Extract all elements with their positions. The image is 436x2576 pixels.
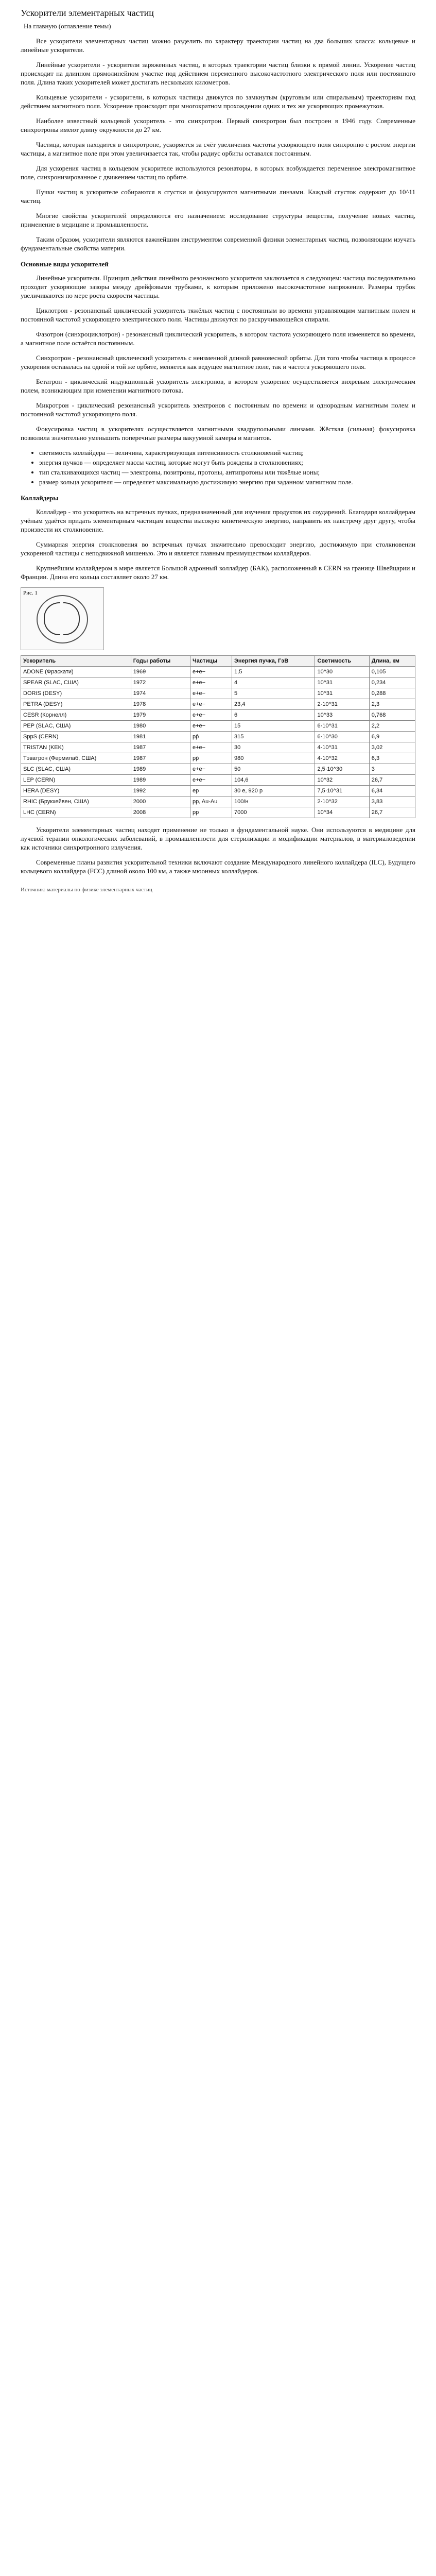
table-cell: PETRA (DESY) [21, 699, 131, 710]
intro-paragraph: Все ускорители элементарных частиц можно разделить по характеру траектории частиц на два больших класса: кольцевые и линейные ускорители. [21, 37, 415, 54]
section-heading: Основные виды ускорителей [21, 260, 109, 268]
accelerators-table [21, 655, 415, 818]
table-cell: pp [190, 807, 232, 818]
table-cell: 4·10^31 [315, 742, 369, 753]
table-cell: 1989 [131, 775, 190, 786]
table-row [21, 721, 415, 732]
table-row [21, 699, 415, 710]
column-header: Частицы [190, 656, 232, 667]
page [0, 0, 436, 916]
closing-paragraph: Современные планы развития ускорительной техники включают создание Международного линейного коллайдера (ILC), Будущего кольцевого коллайдера (FCC) длиной около 100 км, а также мюонных коллайдеров. [21, 858, 415, 875]
table-cell: e+e− [190, 667, 232, 677]
table-cell: 2000 [131, 796, 190, 807]
table-cell: 26,7 [369, 807, 415, 818]
cyclotron-figure [21, 587, 104, 650]
table-cell: e+e− [190, 775, 232, 786]
table-cell: SPEAR (SLAC, США) [21, 677, 131, 688]
intro-paragraph: Пучки частиц в ускорителе собираются в сгустки и фокусируются магнитными линзами. Каждый сгусток содержит до 10^11 частиц. [21, 188, 415, 205]
table-cell: 2·10^31 [315, 699, 369, 710]
table-cell: 1980 [131, 721, 190, 732]
home-link[interactable]: На главную (оглавление темы) [24, 22, 111, 30]
intro-paragraph: Для ускорения частиц в кольцевом ускорителе используются резонаторы, в которых возбуждается переменное электромагнитное поле, синхронизированное с движением частиц по орбите. [21, 164, 415, 181]
intro [21, 37, 415, 252]
table-cell: 6,34 [369, 786, 415, 796]
table-cell: 4 [232, 677, 315, 688]
table-row [21, 775, 415, 786]
table-cell: 2,3 [369, 699, 415, 710]
table-cell: e+e− [190, 699, 232, 710]
table-row [21, 677, 415, 688]
list-item: • светимость коллайдера — величина, характеризующая интенсивность столкновений частиц; [39, 448, 415, 457]
table-cell: 1981 [131, 732, 190, 742]
breadcrumb [24, 22, 415, 30]
table-cell: HERA (DESY) [21, 786, 131, 796]
table-cell: 23,4 [232, 699, 315, 710]
table-cell: LEP (CERN) [21, 775, 131, 786]
intro-paragraph: Линейные ускорители - ускорители заряженных частиц, в которых траектории частиц близки к прямой линии. Ускорение частиц происходит на длинном прямолинейном участке под действием переменного высокочастотного электрического поля или постоянного поля. Длина таких ускорителей может достигать нескольких километров. [21, 61, 415, 86]
figure-caption: Рис. 1 [23, 590, 38, 596]
table-cell: 30 e, 920 p [232, 786, 315, 796]
table-row [21, 667, 415, 677]
table-header-row [21, 656, 415, 667]
closing-paragraph: Ускорители элементарных частиц находят применение не только в фундаментальной науке. Они используются в медицине для лучевой терапии онкологических заболеваний, в промышленности для стерилизации и модификации материалов, в материаловедении как источники синхротронного излучения. [21, 826, 415, 851]
list-item: • размер кольца ускорителя — определяет максимальную достижимую энергию при заданном магнитном поле. [39, 478, 415, 486]
table-cell: 6,9 [369, 732, 415, 742]
table-cell: 100/н [232, 796, 315, 807]
table-cell: 1974 [131, 688, 190, 699]
table-cell: 0,768 [369, 710, 415, 721]
table-cell: 0,105 [369, 667, 415, 677]
table-row [21, 786, 415, 796]
table-row [21, 807, 415, 818]
table-cell: 5 [232, 688, 315, 699]
column-header: Энергия пучка, ГэВ [232, 656, 315, 667]
table-cell: e+e− [190, 742, 232, 753]
table-cell: 15 [232, 721, 315, 732]
table-cell: SLC (SLAC, США) [21, 764, 131, 775]
intro-paragraph: Многие свойства ускорителей определяются его назначением: исследование структуры вещества, получение новых частиц, применение в медицине и промышленности. [21, 212, 415, 228]
table-cell: 1978 [131, 699, 190, 710]
table-cell: 2008 [131, 807, 190, 818]
table-cell: 6·10^30 [315, 732, 369, 742]
section-colliders [21, 494, 415, 581]
table-cell: ADONE (Фраскати) [21, 667, 131, 677]
table-cell: e+e− [190, 688, 232, 699]
table-row [21, 710, 415, 721]
table-row [21, 753, 415, 764]
table-cell: pp, Au-Au [190, 796, 232, 807]
section-paragraph: Фокусировка частиц в ускорителях осуществляется магнитными квадрупольными линзами. Жёсткая (сильная) фокусировка позволила значительно уменьшить поперечные размеры вакуумной камеры и магнитов. [21, 425, 415, 442]
list-item: • тип сталкивающихся частиц — электроны, позитроны, протоны, антипротоны или тяжёлые ионы; [39, 468, 415, 477]
table-cell: 1989 [131, 764, 190, 775]
section-paragraph: Микротрон - циклический резонансный ускоритель электронов с постоянным по времени и однородным магнитным полем и постоянной частотой ускоряющего поля. [21, 401, 415, 418]
table-cell: e+e− [190, 764, 232, 775]
table-row [21, 688, 415, 699]
table-cell: PEP (SLAC, США) [21, 721, 131, 732]
table-cell: pp̄ [190, 732, 232, 742]
table-row [21, 764, 415, 775]
table-cell: 10^33 [315, 710, 369, 721]
table-cell: 4·10^32 [315, 753, 369, 764]
table-cell: 26,7 [369, 775, 415, 786]
table-cell: 7,5·10^31 [315, 786, 369, 796]
table-cell: TRISTAN (KEK) [21, 742, 131, 753]
footer-note: Источник: материалы по физике элементарных частиц [21, 887, 152, 893]
section-paragraph: Фазотрон (синхроциклотрон) - резонансный циклический ускоритель, в котором частота ускоряющего поля изменяется во времени, а магнитное поле остаётся постоянным. [21, 330, 415, 347]
column-header: Длина, км [369, 656, 415, 667]
table-cell: 2,5·10^30 [315, 764, 369, 775]
table-cell: 1987 [131, 753, 190, 764]
table-cell: 30 [232, 742, 315, 753]
table-cell: 315 [232, 732, 315, 742]
table-row [21, 732, 415, 742]
table-cell: 3,02 [369, 742, 415, 753]
table-cell: e+e− [190, 721, 232, 732]
table-cell: e+e− [190, 710, 232, 721]
table-cell: 10^32 [315, 775, 369, 786]
table-cell: 10^34 [315, 807, 369, 818]
column-header: Ускоритель [21, 656, 131, 667]
table-cell: 1969 [131, 667, 190, 677]
table-cell: 6 [232, 710, 315, 721]
table-cell: 10^31 [315, 688, 369, 699]
intro-paragraph: Частица, которая находится в синхротроне, ускоряется за счёт увеличения частоты ускоряющего поля синхронно с ростом энергии частицы, а магнитное поле при этом увеличивается так, чтобы радиус орбиты оставался постоянным. [21, 141, 415, 157]
table-cell: e+e− [190, 677, 232, 688]
list-item: • энергия пучков — определяет массы частиц, которые могут быть рождены в столкновениях; [39, 458, 415, 467]
section-types [21, 260, 415, 442]
section-paragraph: Синхротрон - резонансный циклический ускоритель с неизменной длиной равновесной орбиты. Для того чтобы частица в процессе ускорения оставалась на одной и той же орбите, меняется как ведущее магнитное поле, так и частота ускоряющего поля. [21, 354, 415, 370]
table-cell: 1992 [131, 786, 190, 796]
intro-paragraph: Наиболее известный кольцевой ускоритель - это синхротрон. Первый синхротрон был построен в 1946 году. Современные синхротроны имеют длину окружности до 27 км. [21, 117, 415, 133]
table-cell: 980 [232, 753, 315, 764]
table-cell: LHC (CERN) [21, 807, 131, 818]
table-cell: 1972 [131, 677, 190, 688]
table-cell: 6,3 [369, 753, 415, 764]
intro-paragraph: Кольцевые ускорители - ускорители, в которых частицы движутся по замкнутым (круговым или спиральным) траекториям под действием магнитного поля. Ускорение происходит при многократном прохождении одних и тех же ускоряющих промежутков. [21, 93, 415, 110]
table-cell: 0,234 [369, 677, 415, 688]
table-cell: 1,5 [232, 667, 315, 677]
table-cell: 2,2 [369, 721, 415, 732]
column-header: Светимость [315, 656, 369, 667]
table-cell: 7000 [232, 807, 315, 818]
section-heading: Коллайдеры [21, 494, 59, 502]
section-paragraph: Коллайдер - это ускоритель на встречных пучках, предназначенный для изучения продуктов их соударений. Благодаря коллайдерам учёным удаётся придать элементарным частицам вещества высокую кинетическую энергию, направить их навстречу друг другу, чтобы произвести их столкновение. [21, 508, 415, 533]
table-cell: 104,6 [232, 775, 315, 786]
table-cell: DORIS (DESY) [21, 688, 131, 699]
table-cell: 0,288 [369, 688, 415, 699]
section-paragraph: Циклотрон - резонансный циклический ускоритель тяжёлых частиц с постоянным во времени управляющим магнитным полем и постоянной частотой ускоряющего электрического поля. Частицы движутся по раскручивающейся спирали. [21, 307, 415, 323]
table-row [21, 796, 415, 807]
table-cell: 1979 [131, 710, 190, 721]
table-cell: 2·10^32 [315, 796, 369, 807]
parameter-list [21, 448, 415, 486]
intro-paragraph: Таким образом, ускорители являются важнейшим инструментом современной физики элементарных частиц, позволяющим изучать фундаментальные свойства материи. [21, 235, 415, 252]
table-body [21, 667, 415, 818]
section-paragraph: Крупнейшим коллайдером в мире является Большой адронный коллайдер (БАК), расположенный в CERN на границе Швейцарии и Франции. Длина его кольца составляет около 27 км. [21, 564, 415, 581]
closing [21, 825, 415, 875]
section-paragraph: Бетатрон - циклический индукционный ускоритель электронов, в котором ускорение осуществляется вихревым электрическим полем, возникающим при изменении магнитного потока. [21, 378, 415, 394]
table-cell: 1987 [131, 742, 190, 753]
column-header: Годы работы [131, 656, 190, 667]
table-row [21, 742, 415, 753]
table-cell: Тэватрон (Фермилаб, США) [21, 753, 131, 764]
table-cell: pp̄ [190, 753, 232, 764]
section-paragraph: Суммарная энергия столкновения во встречных пучках значительно превосходит энергию, достижимую при столкновении ускоренной частицы с неподвижной мишенью. Это и является главным преимуществом коллайдеров. [21, 540, 415, 557]
table-cell: 50 [232, 764, 315, 775]
table-cell: CESR (Корнелл) [21, 710, 131, 721]
table-cell: 3 [369, 764, 415, 775]
section-paragraph: Линейные ускорители. Принцип действия линейного резонансного ускорителя заключается в следующем: частица последовательно проходит ускоряющие зазоры между дрейфовыми трубками, к которым приложено высокочастотное напряжение. Размеры трубок увеличиваются по мере роста скорости частицы. [21, 274, 415, 299]
page-title: Ускорители элементарных частиц [21, 8, 154, 18]
table-cell: 10^31 [315, 677, 369, 688]
table-cell: 6·10^31 [315, 721, 369, 732]
table-cell: RHIC (Брукхейвен, США) [21, 796, 131, 807]
table-cell: 3,83 [369, 796, 415, 807]
table-cell: 10^30 [315, 667, 369, 677]
table-cell: ep [190, 786, 232, 796]
table-cell: SppS (CERN) [21, 732, 131, 742]
